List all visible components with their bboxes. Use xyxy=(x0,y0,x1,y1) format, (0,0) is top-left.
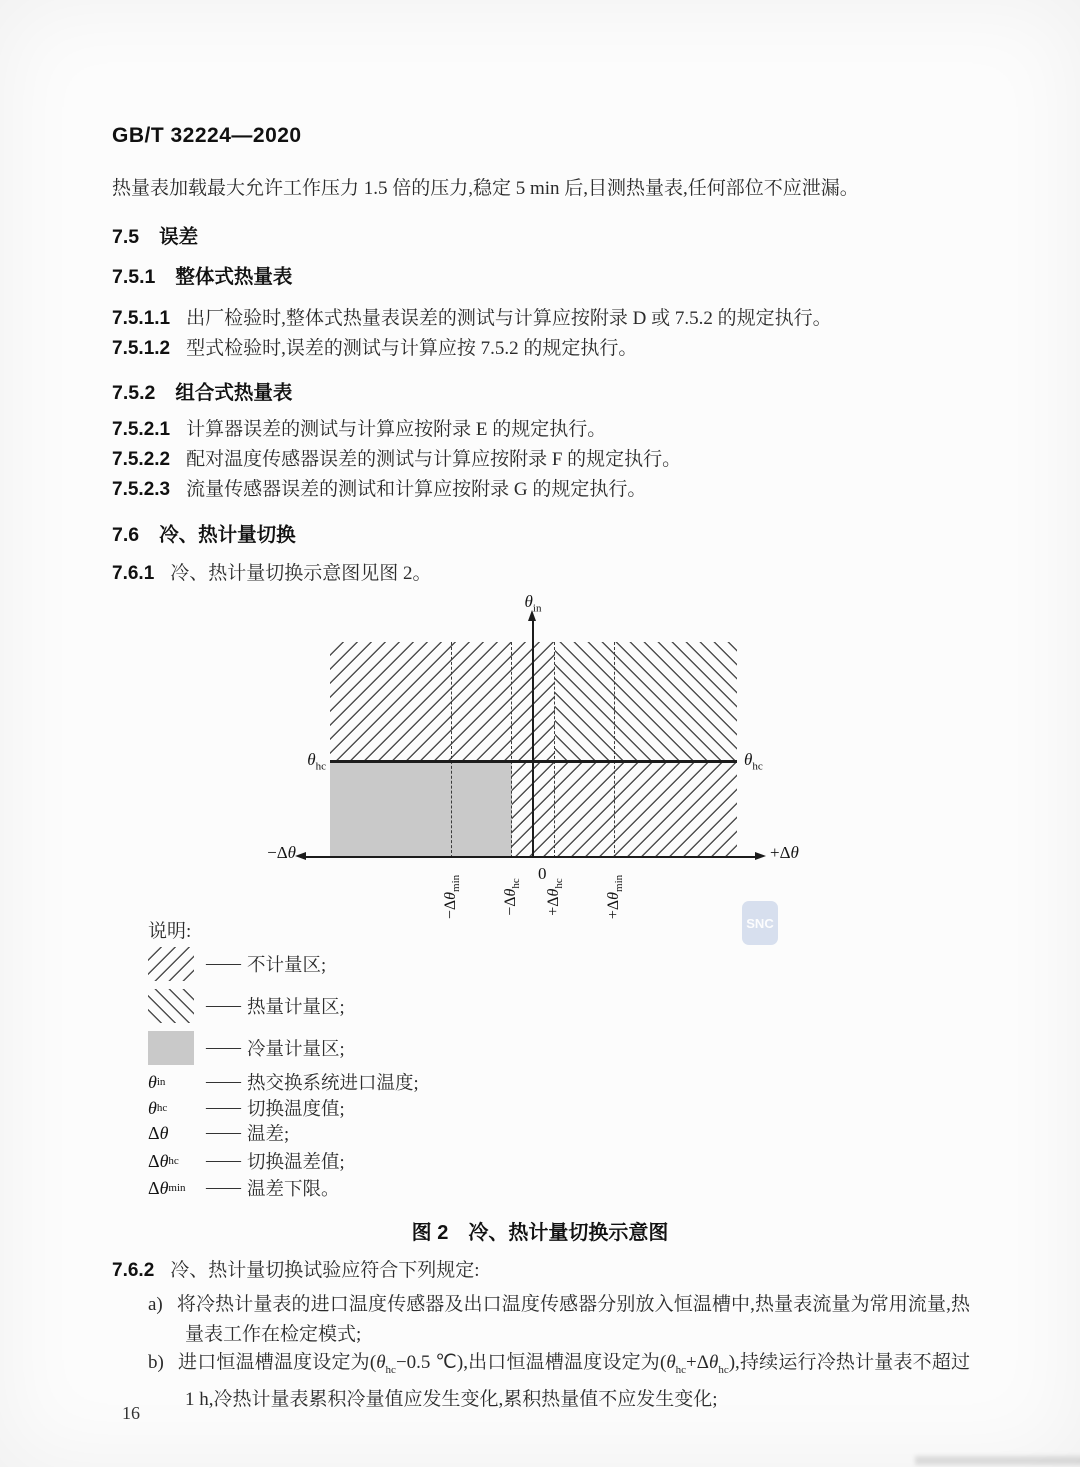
switch-temperature-line xyxy=(330,760,737,763)
clause-text: 流量传感器误差的测试和计算应按附录 G 的规定执行。 xyxy=(186,479,647,500)
tick-label-neg-dtheta-hc: $-\Delta\theta_{hc}$ xyxy=(502,878,523,916)
tick-label-pos-dtheta-hc: $+\Delta\theta_{hc}$ xyxy=(545,878,566,916)
clause-number: 7.5.2.3 xyxy=(112,479,171,500)
legend-label: 温差; xyxy=(247,1125,290,1145)
clause-number: 7.6 xyxy=(112,524,140,546)
clause-7-5-2-3 xyxy=(112,477,646,503)
heading-7-5-2 xyxy=(112,377,292,405)
clause-text: 出厂检验时,整体式热量表误差的测试与计算应按附录 D 或 7.5.2 的规定执行。 xyxy=(186,308,832,329)
tick-label-pos-dtheta-min: $+\Delta\theta_{min}$ xyxy=(605,874,626,920)
clause-number: 7.5.1 xyxy=(112,266,156,288)
label-theta-in: $\theta_{in}$ xyxy=(524,592,542,615)
clause-text: 配对温度传感器误差的测试与计算应按附录 F 的规定执行。 xyxy=(186,449,682,470)
dashed-line-neg-dtheta-hc xyxy=(511,642,512,858)
x-axis-arrow-right xyxy=(755,852,766,860)
legend-label: 温差下限。 xyxy=(247,1180,340,1200)
clause-text: 冷、热计量切换示意图见图 2。 xyxy=(170,563,432,584)
gray-fill-swatch xyxy=(148,1031,194,1065)
legend-label: 切换温差值; xyxy=(247,1153,345,1173)
label-theta-hc-left: $\theta_{hc}$ xyxy=(307,750,326,773)
legend-symbol: θ in xyxy=(148,1071,166,1092)
legend-symbol: Δ θ min xyxy=(148,1177,186,1198)
list-marker: a) xyxy=(148,1294,163,1315)
legend-row-no-metering xyxy=(148,944,326,984)
clause-number: 7.5.2.2 xyxy=(112,449,171,470)
legend-dash: —— xyxy=(206,1097,239,1118)
watermark-stamp: SNC xyxy=(742,901,778,945)
legend-symbol: Δ θ xyxy=(148,1122,169,1143)
legend-row-theta-in xyxy=(148,1069,419,1095)
label-origin-zero: 0 xyxy=(538,864,547,883)
forward-hatch-swatch xyxy=(148,947,194,981)
heading-7-6 xyxy=(112,519,296,547)
scan-artifact xyxy=(915,1456,1080,1465)
legend-label: 冷量计量区; xyxy=(247,1040,345,1060)
page-number: 16 xyxy=(122,1403,140,1423)
figure-number: 图 2 xyxy=(411,1222,449,1244)
clause-number: 7.5 xyxy=(112,226,140,248)
legend-label: 热交换系统进口温度; xyxy=(247,1074,419,1094)
legend-dash: —— xyxy=(206,1071,239,1092)
legend-swatch-cell xyxy=(148,1031,206,1065)
backward-hatch-swatch xyxy=(148,989,194,1023)
legend-dash: —— xyxy=(206,1122,239,1143)
legend-dash: —— xyxy=(206,1037,239,1058)
region-cold-metering xyxy=(330,763,512,858)
dashed-line-neg-dtheta-min xyxy=(451,642,452,858)
legend-symbol: θ hc xyxy=(148,1097,168,1118)
x-axis-line xyxy=(305,856,757,858)
list-item-b xyxy=(148,1348,970,1415)
list-text: 将冷热计量表的进口温度传感器及出口温度传感器分别放入恒温槽中,热量表流量为常用流量,热量表工作在检定模式; xyxy=(176,1294,970,1345)
legend-row-dtheta xyxy=(148,1120,289,1146)
label-theta-hc-right: $\theta_{hc}$ xyxy=(744,750,763,773)
clause-title: 整体式热量表 xyxy=(175,266,293,288)
legend-dash: —— xyxy=(206,1177,239,1198)
dashed-line-pos-dtheta-hc xyxy=(554,642,555,858)
standard-code: GB/T 32224—2020 xyxy=(112,124,302,147)
clause-7-5-1-1 xyxy=(112,306,832,332)
legend-swatch-cell xyxy=(148,989,206,1023)
tick-label-neg-dtheta-min: $-\Delta\theta_{min}$ xyxy=(442,874,463,920)
figure-caption xyxy=(0,1216,1080,1245)
legend-row-dtheta-hc xyxy=(148,1148,345,1174)
legend-label: 热量计量区; xyxy=(247,998,345,1018)
x-axis-arrow-left xyxy=(295,852,306,860)
label-neg-dtheta: −Δθ xyxy=(267,843,296,862)
clause-7-6-1 xyxy=(112,561,432,587)
region-heat-metering xyxy=(555,642,737,762)
clause-7-5-1-2 xyxy=(112,336,637,362)
clause-title: 冷、热计量切换 xyxy=(159,524,296,546)
label-pos-dtheta: +Δθ xyxy=(770,843,799,862)
clause-number: 7.5.2.1 xyxy=(112,419,171,440)
clause-text: 型式检验时,误差的测试与计算应按 7.5.2 的规定执行。 xyxy=(186,338,638,359)
legend-row-dtheta-min xyxy=(148,1175,340,1201)
legend-row-theta-hc xyxy=(148,1095,345,1121)
clause-title: 误差 xyxy=(159,226,199,248)
legend-row-heat-metering xyxy=(148,986,345,1026)
clause-text: 冷、热计量切换试验应符合下列规定: xyxy=(170,1260,480,1281)
clause-title: 组合式热量表 xyxy=(175,382,293,404)
paragraph-pressure-test: 热量表加载最大允许工作压力 1.5 倍的压力,稳定 5 min 后,目测热量表,任何部位不应泄漏。 xyxy=(112,178,859,199)
legend-label: 切换温度值; xyxy=(247,1100,345,1120)
list-marker: b) xyxy=(148,1352,164,1373)
clause-number: 7.6.1 xyxy=(112,563,155,584)
clause-number: 7.6.2 xyxy=(112,1260,155,1281)
list-text: 进口恒温槽温度设定为($\theta_{hc}-0.5$ ℃),出口恒温槽温度设定为$(\theta_{hc}+\Delta\theta_{hc})$,持续运行冷热计量表不超过 1 h,冷热计量表累积冷量值应发生变化,累积热量值不应发生变化; xyxy=(177,1352,971,1410)
clause-text: 计算器误差的测试与计算应按附录 E 的规定执行。 xyxy=(186,419,607,440)
legend-dash: —— xyxy=(206,953,239,974)
list-item-a xyxy=(148,1290,970,1350)
clause-7-6-2 xyxy=(112,1258,480,1284)
heading-7-5 xyxy=(112,221,198,249)
legend-row-cold-metering xyxy=(148,1028,345,1068)
legend-title: 说明: xyxy=(148,921,192,942)
legend-swatch-cell xyxy=(148,947,206,981)
region-no-metering-top-left xyxy=(330,642,555,762)
clause-number: 7.5.1.1 xyxy=(112,308,171,329)
heading-7-5-1 xyxy=(112,261,292,289)
clause-7-5-2-1 xyxy=(112,417,606,443)
legend-label: 不计量区; xyxy=(247,956,327,976)
theta-in-axis-line xyxy=(532,620,534,858)
region-no-metering-bottom-right xyxy=(512,763,737,858)
clause-number: 7.5.1.2 xyxy=(112,338,171,359)
clause-7-5-2-2 xyxy=(112,447,681,473)
legend-dash: —— xyxy=(206,995,239,1016)
figure-title: 冷、热计量切换示意图 xyxy=(468,1222,669,1244)
clause-number: 7.5.2 xyxy=(112,382,156,404)
legend-dash: —— xyxy=(206,1150,239,1171)
legend-symbol: Δ θ hc xyxy=(148,1150,179,1171)
dashed-line-pos-dtheta-min xyxy=(614,642,615,858)
